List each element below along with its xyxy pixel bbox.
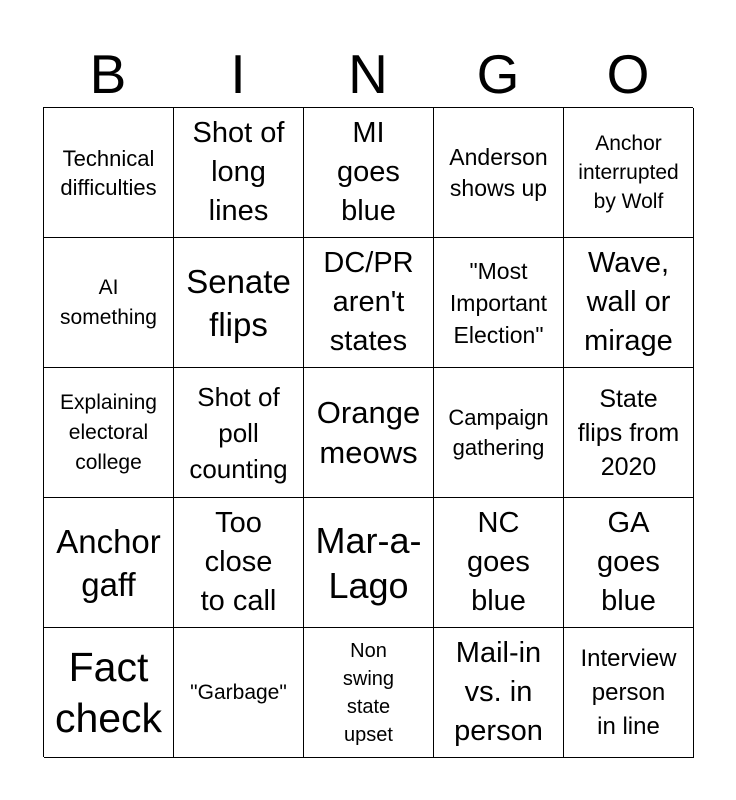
bingo-cell-2-1[interactable] <box>44 238 174 368</box>
bingo-cell-text: Wave, wall or mirage <box>584 247 673 357</box>
bingo-cell-text: "Garbage" <box>190 681 287 704</box>
bingo-cell-text: Mail-in vs. in person <box>454 637 543 747</box>
bingo-cell-4-5[interactable] <box>564 498 694 628</box>
bingo-cell-text: Mar-a- Lago <box>315 519 422 606</box>
bingo-cell-text: DC/PR aren't states <box>323 247 414 357</box>
bingo-cell-4-1[interactable] <box>44 498 174 628</box>
bingo-cell-3-2[interactable] <box>174 368 304 498</box>
header-letter-b: B <box>89 43 127 105</box>
bingo-cell-1-5[interactable] <box>564 108 694 238</box>
bingo-cell-text: Anchor gaff <box>56 522 161 603</box>
bingo-cell-1-2[interactable] <box>174 108 304 238</box>
bingo-cell-1-4[interactable] <box>434 108 564 238</box>
bingo-cell-text: Interview person in line <box>580 644 677 740</box>
bingo-header <box>43 40 693 108</box>
bingo-cell-3-4[interactable] <box>434 368 564 498</box>
bingo-cell-5-1[interactable] <box>44 628 174 758</box>
bingo-cell-text: Senate flips <box>186 262 291 343</box>
bingo-cell-text: Fact check <box>54 643 163 741</box>
bingo-cell-text: GA goes blue <box>597 507 660 617</box>
bingo-cell-text: MI goes blue <box>337 117 400 227</box>
bingo-cell-text: Non swing state upset <box>342 639 395 746</box>
bingo-cell-3-1[interactable] <box>44 368 174 498</box>
bingo-cell-text: Shot of poll counting <box>189 381 288 484</box>
bingo-cell-text: State flips from 2020 <box>577 384 680 481</box>
bingo-cell-text: Orange meows <box>316 394 421 470</box>
bingo-cell-3-5[interactable] <box>564 368 694 498</box>
bingo-cell-text: NC goes blue <box>467 507 530 617</box>
bingo-cell-5-3[interactable] <box>304 628 434 758</box>
bingo-cell-text: AI something <box>60 275 157 329</box>
bingo-cell-text: Technical difficulties <box>60 145 157 200</box>
bingo-cell-5-4[interactable] <box>434 628 564 758</box>
bingo-cell-2-3[interactable] <box>304 238 434 368</box>
bingo-cell-5-5[interactable] <box>564 628 694 758</box>
bingo-cell-3-3[interactable] <box>304 368 434 498</box>
header-letter-o: O <box>606 43 650 105</box>
bingo-cell-text: Shot of long lines <box>192 117 285 227</box>
bingo-cell-1-1[interactable] <box>44 108 174 238</box>
bingo-cell-text: Anderson shows up <box>449 143 548 201</box>
bingo-cell-2-4[interactable] <box>434 238 564 368</box>
bingo-cell-text: Explaining electoral college <box>60 390 157 474</box>
bingo-cell-4-4[interactable] <box>434 498 564 628</box>
bingo-cell-2-5[interactable] <box>564 238 694 368</box>
header-letter-i: I <box>230 43 246 105</box>
header-letter-g: G <box>476 43 520 105</box>
bingo-cell-5-2[interactable] <box>174 628 304 758</box>
bingo-cell-text: Anchor interrupted by Wolf <box>578 132 679 213</box>
bingo-cell-1-3[interactable] <box>304 108 434 238</box>
bingo-cell-2-2[interactable] <box>174 238 304 368</box>
bingo-cell-text: Campaign gathering <box>448 404 549 460</box>
bingo-cell-text: Too close to call <box>200 507 277 617</box>
bingo-cell-4-3[interactable] <box>304 498 434 628</box>
bingo-cell-4-2[interactable] <box>174 498 304 628</box>
bingo-grid <box>43 107 693 757</box>
bingo-cell-text: "Most Important Election" <box>449 257 548 348</box>
header-letter-n: N <box>348 43 388 105</box>
